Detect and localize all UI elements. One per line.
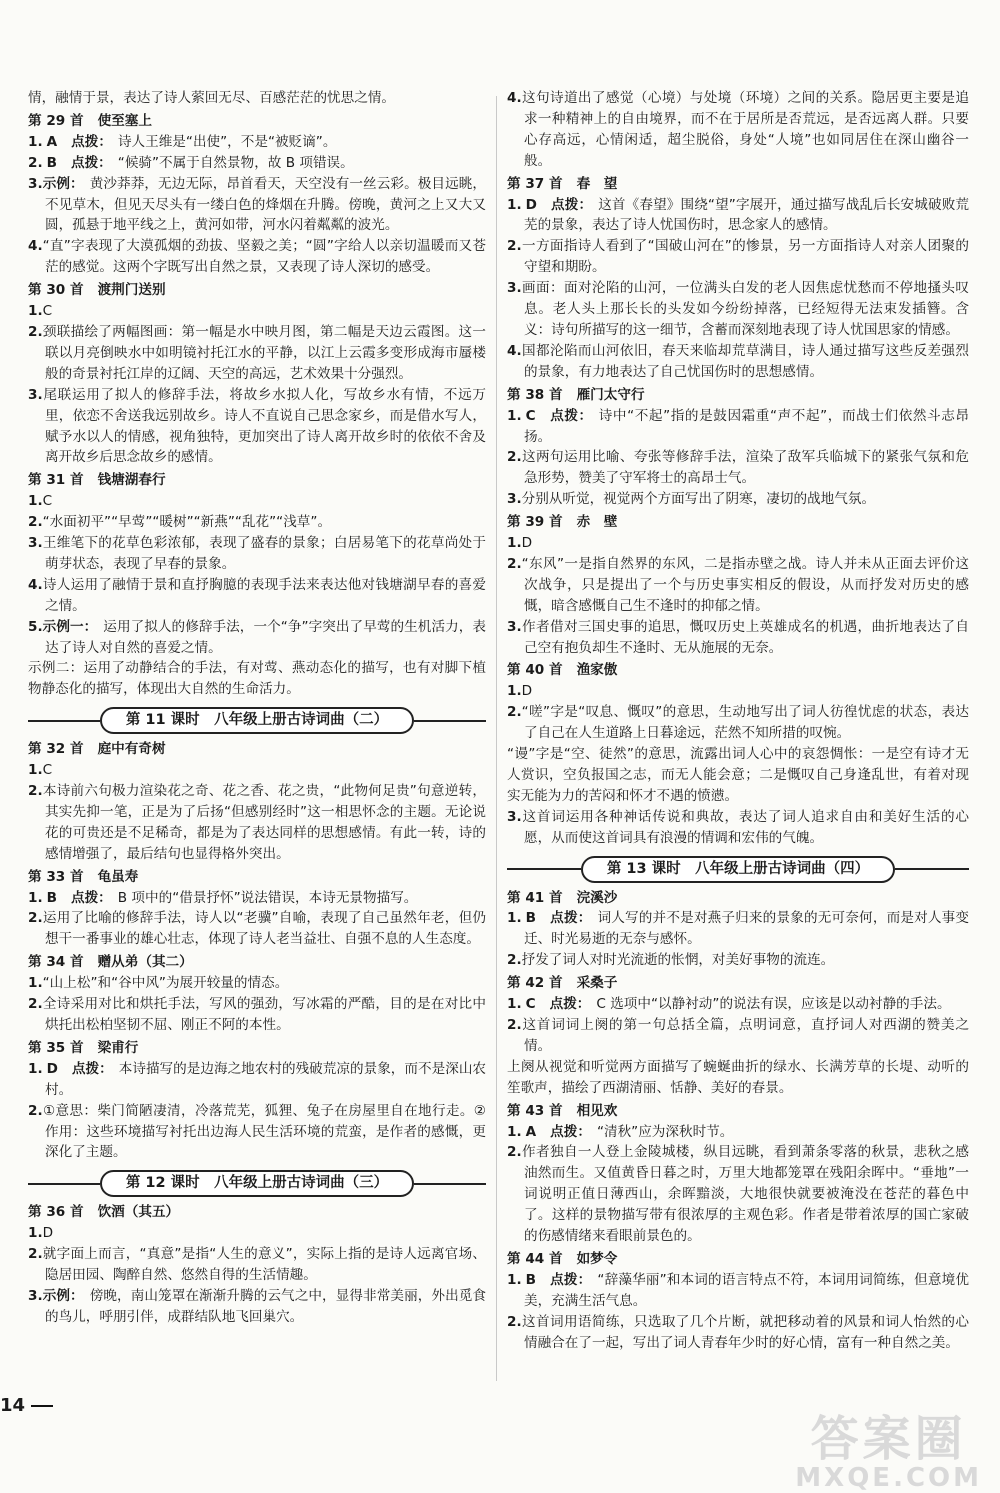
item-number: 3. [28,175,43,192]
answer-continuation [507,744,969,807]
answer-continuation [507,1057,969,1099]
poem-heading [507,1249,969,1270]
answer-text: C [42,493,53,510]
item-number: 2. [28,514,43,531]
banner-rule [28,720,100,722]
answer-text: 词人写的并不是对燕子归来的景象的无可奈何，而是对人事变迁、时光易逝的无奈与感怀。 [524,910,970,948]
poem-title: 渔家傲 [576,662,618,679]
answer-text: 国都沦陷而山河依旧，春天来临却荒草满目，诗人通过描写这些反差强烈的景象，有力地表达了自己忧国伤时的思想感情。 [521,342,969,380]
item-number: 3. [507,280,522,297]
item-number: 1. [507,683,522,700]
answer-item [507,195,969,237]
answer-item [507,447,969,489]
answer-text: ①意思：柴门简陋凄清，冷落荒芜，狐狸、兔子在房屋里自在地行走。②作用：这些环境描写衬托出边海人民生活环境的荒蛮，是作者的感慨，更深化了主题。 [42,1102,486,1161]
poem-heading [28,470,486,491]
answer-item [507,1122,969,1143]
answer-text: 一方面指诗人看到了“国破山河在”的惨景，另一方面指诗人对亲人团聚的守望和期盼。 [521,238,969,276]
answer-text: “谩”字是“空、徒然”的意思，流露出词人心中的哀怨惆怅：一是空有诗才无人赏识，空负报国之志，而无人能会意；二是慨叹自己身逢乱世，有着对现实无能为力的苦闷和怀才不遇的愤懑。 [507,746,969,804]
hint-label: 点拨： [550,1123,591,1140]
poem-number: 第 34 首 [28,954,84,971]
item-number: 3. [28,535,43,552]
answer-text: 诗中“不起”指的是鼓因霜重“声不起”，而战士们依然斗志昂扬。 [524,407,970,445]
poem-heading [28,1202,486,1223]
answer-item [507,1312,969,1354]
answer-text: 尾联运用了拟人的修辞手法，将故乡水拟人化，写故乡水有情，不远万里，依恋不舍送我远别故乡。诗人不直说自己思念家乡，而是借水写人，赋予水以人的情感，视角独特，更加突出了诗人离开故乡时的依依不舍及离开故乡后思念故乡的感情。 [42,386,486,466]
answer-text: “辞藻华丽”和本词的语言特点不符，本词用词简练，但意境优美，充满生活气息。 [524,1271,969,1309]
answer-text: 运用了拟人的修辞手法，一个“争”字突出了早莺的生机活力，表达了诗人对自然的喜爱之情。 [45,618,487,656]
answer-item [507,554,969,617]
item-number: 3. [28,1287,43,1304]
answer-text: 这首词用语简练，只选取了几个片断，就把移动着的风景和词人怡然的心情融合在了一起，写出了词人青春年少时的好心情，富有一种自然之美。 [521,1313,969,1351]
answer-choice: C [525,996,536,1013]
item-number: 1. [28,133,43,150]
answer-item [507,88,969,172]
answer-item [507,807,969,849]
item-number: 2. [28,783,43,799]
answer-item [28,533,486,575]
answer-item [507,533,969,554]
lesson-title: 第 13 课时 八年级上册古诗词曲（四） [581,856,895,883]
banner-rule [414,1183,486,1185]
item-number: 3. [507,618,522,635]
answer-text: 诗人王维是“出使”，不是“被贬谪”。 [117,133,337,150]
answer-item [507,702,969,744]
poem-heading [507,888,969,909]
answer-text: D [521,535,533,552]
hint-label: 点拨： [71,154,112,171]
poem-title: 赠从弟（其二） [97,954,193,971]
poem-number: 第 31 首 [28,472,84,489]
item-number: 1. [28,303,43,320]
poem-title: 梁甫行 [97,1039,139,1056]
item-number: 2. [28,996,43,1013]
poem-title: 春 望 [576,175,618,192]
poem-title: 钱塘湖春行 [97,472,166,489]
lesson-title: 第 12 课时 八年级上册古诗词曲（三） [100,1170,414,1197]
hint-label: 示例： [42,175,84,192]
answer-item [28,1244,486,1286]
poem-title: 相见欢 [576,1102,618,1119]
answer-item [28,174,486,237]
answer-continuation [28,88,486,109]
answer-item [507,278,969,341]
answer-text: “山上松”和“谷中风”为展开较量的情态。 [42,975,289,992]
poem-title: 渡荆门送别 [97,282,166,299]
item-number: 1. [28,1225,43,1242]
poem-heading [28,111,486,132]
item-number: 2. [507,1144,522,1161]
item-number: 1. [28,975,43,992]
answer-choice: B [525,910,536,927]
answer-choice: D [46,1060,58,1077]
answer-text: D [521,683,533,700]
answer-text: 这两句运用比喻、夸张等修辞手法，渲染了敌军兵临城下的紧张气氛和危急形势，赞美了守军将士的高昂士气。 [521,449,969,487]
poem-title: 庭中有奇树 [97,741,166,758]
item-number: 1. [28,493,43,510]
item-number: 1. [28,889,43,906]
answer-text: C 选项中“以静衬动”的说法有误，应该是以动衬静的手法。 [596,996,951,1013]
answer-item [507,406,969,448]
hint-label: 点拨： [71,133,112,150]
poem-title: 使至塞上 [97,112,152,129]
item-number: 4. [28,238,43,255]
poem-title: 赤 壁 [576,514,618,531]
watermark-text: 答案圈 [810,1411,967,1467]
poem-title: 浣溪沙 [576,889,618,906]
answer-choice: C [525,407,536,424]
poem-number: 第 30 首 [28,282,84,299]
poem-title: 雁门太守行 [576,386,645,403]
answer-text: 本诗前六句极力渲染花之奇、花之香、花之贵，“此物何足贵”句意逆转，其实先抑一笔，正是为了后扬“但感别经时”这一相思怀念的主题。无论说花的可贵还是不足稀奇，都是为了表达同样的思想感情。有此一转，诗的感情增强了，最后结句也显得格外突出。 [42,783,486,862]
item-number: 5. [28,618,43,635]
item-number: 1. [507,1123,522,1140]
item-number: 2. [507,555,522,572]
item-number: 3. [28,386,43,403]
answer-text: 上阕从视觉和听觉两方面描写了蜿蜒曲折的绿水、长满芳草的长堤、动听的笙歌声，描绘了西湖清丽、恬静、美好的春景。 [507,1058,969,1096]
answer-text: 就字面上而言，“真意”是指“人生的意义”，实际上指的是诗人远离官场、隐居田园、陶醉自然、悠然自得的生活情趣。 [42,1246,486,1283]
hint-label: 点拨： [549,996,591,1013]
answer-text: “水面初平”“早莺”“暖树”“新燕”“乱花”“浅草”。 [42,514,332,531]
answer-text: 诗人运用了融情于景和直抒胸臆的表现手法来表达他对钱塘湖早春的喜爱之情。 [42,576,486,614]
item-number: 1. [507,996,522,1013]
answer-continuation [28,658,486,700]
poem-heading [507,512,969,533]
poem-number: 第 29 首 [28,112,84,129]
answer-item [507,1015,969,1057]
answer-text: D [42,1225,54,1242]
answer-item [28,1223,486,1244]
item-number: 2. [28,323,43,340]
answer-text: 作者独自一人登上金陵城楼，纵目远眺，看到萧条零落的秋景，悲秋之感油然而生。又值黄昏日暮之时，万里大地都笼罩在残阳余晖中。“垂地”一词说明正值日薄西山，余晖黯淡，大地很快就要被淹没在苍茫的暮色中了。这样的景物描写带有很浓厚的主观色彩。作者是带着浓厚的国亡家破的伤感情绪来看眼前景色的。 [521,1144,969,1245]
banner-rule [414,720,486,722]
poem-number: 第 43 首 [507,1102,563,1119]
answer-text: 本诗描写的是边海之地农村的残破荒凉的景象，而不是深山农村。 [45,1060,487,1098]
answer-choice: B [525,1271,536,1288]
hint-label: 点拨： [71,1060,113,1077]
answer-item [507,908,969,950]
answer-text: C [42,303,53,320]
poem-heading [28,952,486,973]
watermark-logo [795,1400,982,1493]
answer-text: 这句诗道出了感觉（心境）与处境（环境）之间的关系。隐居更主要是追求一种精神上的自由境界，而不在于居所是否荒远，是否远离人群。只要心存高远，心情闲适，超尘脱俗，身处“人境”也如同居住在深山幽谷一般。 [521,90,969,169]
poem-title: 饮酒（其五） [97,1204,180,1221]
left-column [28,88,486,1328]
item-number: 3. [507,808,522,825]
answer-item [507,681,969,702]
item-number: 2. [507,449,522,466]
answer-text: “候骑”不属于自然景物，故 B 项错误。 [117,154,354,171]
poem-heading [507,385,969,406]
item-number: 2. [507,1313,522,1330]
item-number: 2. [28,910,43,927]
poem-number: 第 35 首 [28,1039,84,1056]
item-number: 1. [507,535,522,552]
hint-label: 示例： [42,1287,84,1304]
answer-choice: B [46,889,57,906]
poem-title: 龟虽寿 [97,868,139,885]
answer-text: 颈联描绘了两幅图画：第一幅是水中映月图，第二幅是天边云霞图。这一联以月亮倒映水中如明镜衬托江水的平静，以江上云霞多变形成海市蜃楼般的奇景衬托江岸的辽阔、天空的高远，艺术效果十分强烈。 [42,323,486,382]
poem-heading [28,739,486,760]
poem-heading [28,280,486,301]
answer-item [28,617,486,659]
poem-heading [28,1038,486,1059]
answer-item [507,1142,969,1247]
answer-item [28,908,486,950]
answer-item [507,950,969,971]
answer-item [28,1101,486,1164]
answer-text: 这首词运用各种神话传说和典故，表达了词人追求自由和美好生活的心愿，从而使这首词具有浪漫的情调和宏伟的气魄。 [521,808,969,846]
answer-item [507,489,969,510]
page-number: 14 [0,1395,53,1416]
answer-text: 抒发了词人对时光流逝的怅惘，对美好事物的流连。 [521,952,835,969]
answer-item [28,491,486,512]
item-number: 2. [28,1246,43,1263]
answer-text: 运用了比喻的修辞手法，诗人以“老骥”自喻，表现了自己虽然年老，但仍想干一番事业的雄心壮志，体现了诗人老当益壮、自强不息的人生态度。 [42,910,486,948]
answer-choice: D [525,196,537,213]
answer-item [28,1286,486,1328]
poem-title: 采桑子 [576,975,618,992]
poem-number: 第 39 首 [507,514,563,531]
poem-number: 第 42 首 [507,975,563,992]
right-column [507,88,969,1353]
answer-item [28,301,486,322]
poem-heading [507,973,969,994]
item-number: 1. [507,1271,522,1288]
hint-label: 示例二： [28,660,84,677]
item-number: 1. [28,1060,43,1077]
answer-text: C [42,762,53,779]
answer-item [507,341,969,383]
poem-number: 第 32 首 [28,741,84,758]
answer-item [507,994,969,1015]
answer-text: 作者借对三国史事的追思，慨叹历史上英雄成名的机遇，曲折地表达了自己空有抱负却生不逢时、无从施展的无奈。 [521,618,969,656]
poem-number: 第 36 首 [28,1204,84,1221]
poem-heading [507,1101,969,1122]
item-number: 4. [507,90,522,106]
column-divider [496,96,497,1381]
poem-number: 第 41 首 [507,889,563,906]
answer-text: 运用了动静结合的手法，有对莺、燕动态化的描写，也有对脚下植物静态化的描写，体现出大自然的生命活力。 [28,660,487,698]
poem-heading [28,867,486,888]
answer-text: “直”字表现了大漠孤烟的劲拔、坚毅之美；“圆”字给人以亲切温暖而又苍茫的感觉。这两个字既写出自然之景，又表现了诗人深切的感受。 [42,238,486,276]
answer-item [28,236,486,278]
answer-text: 分别从听觉，视觉两个方面写出了阴寒，凄切的战地气氛。 [521,491,876,508]
hint-label: 点拨： [550,910,592,927]
item-number: 1. [507,407,522,424]
answer-item [28,973,486,994]
answer-item [28,153,486,174]
answer-item [28,760,486,781]
hint-label: 示例一： [42,618,98,635]
answer-text: 傍晚，南山笼罩在渐渐升腾的云气之中，显得非常美丽，外出觅食的鸟儿，呼朋引伴，成群结队地飞回巢穴。 [45,1287,486,1325]
answer-item [507,236,969,278]
answer-item [28,385,486,469]
item-number: 4. [507,342,522,359]
answer-text: “嗟”字是“叹息、慨叹”的意思，生动地写出了词人彷徨忧虑的状态，表达了自己在人生道路上日暮途远，茫然不知所措的叹惋。 [521,704,969,742]
banner-rule [28,1183,100,1185]
answer-text: 这首词词上阕的第一句总括全篇，点明词意，直抒词人对西湖的赞美之情。 [521,1016,969,1054]
poem-number: 第 38 首 [507,386,563,403]
answer-item [28,322,486,385]
poem-number: 第 44 首 [507,1250,563,1267]
hint-label: 点拨： [550,1271,592,1288]
poem-number: 第 37 首 [507,175,563,192]
banner-rule [507,868,581,870]
banner-rule [895,868,969,870]
answer-item [28,512,486,533]
poem-heading [507,660,969,681]
item-number: 1. [28,762,43,779]
answer-text: 全诗采用对比和烘托手法，写风的强劲，写冰霜的严酷，目的是在对比中烘托出松柏坚韧不屈、刚正不阿的本性。 [42,996,486,1033]
answer-text: B 项中的“借景抒怀”说法错误，本诗无景物描写。 [117,889,418,906]
hint-label: 点拨： [550,196,593,213]
poem-number: 第 33 首 [28,868,84,885]
answer-text: “清秋”应为深秋时节。 [596,1123,734,1140]
watermark-url: MXQE.COM [795,1463,982,1493]
answer-item [28,781,486,865]
answer-text: 画面：面对沦陷的山河，一位满头白发的老人因焦虑忧愁而不停地搔头叹息。老人头上那长长的头发如今纷纷掉落，已经短得无法束发插簪。含义：诗句所描写的这一细节，含蓄而深刻地表现了诗人忧国思家的情感。 [521,280,969,338]
item-number: 1. [507,910,522,927]
item-number: 1. [507,196,522,213]
answer-choice: A [46,133,58,150]
answer-item [507,1270,969,1312]
lesson-banner [28,1170,486,1197]
lesson-banner [28,707,486,734]
answer-text: 王维笔下的花草色彩浓郁，表现了盛春的景象；白居易笔下的花草尚处于萌芽状态，表现了早春的景象。 [42,535,486,572]
answer-text: “东风”一是指自然界的东风，二是指赤壁之战。诗人并未从正面去评价这次战争，只是提出了一个与历史事实相反的假设，从而抒发对历史的感慨，暗含感慨自己生不逢时的抑郁之情。 [521,555,969,614]
poem-number: 第 40 首 [507,662,563,679]
item-number: 2. [507,704,522,721]
lesson-title: 第 11 课时 八年级上册古诗词曲（二） [100,707,414,734]
item-number: 2. [28,1102,43,1119]
answer-item [28,575,486,617]
poem-heading [507,174,969,195]
item-number: 2. [28,154,43,171]
item-number: 2. [507,1016,522,1033]
answer-item [28,132,486,153]
hint-label: 点拨： [71,889,112,906]
answer-item [507,617,969,659]
answer-item [28,994,486,1036]
poem-title: 如梦令 [576,1250,618,1267]
item-number: 2. [507,952,522,969]
answer-text: 黄沙莽莽，无边无际，昂首看天，天空没有一丝云彩。极目远眺，不见草木，但见天尽头有一缕白色的烽烟在升腾。傍晚，黄河之上又大又圆，孤悬于地平线之上，黄河如带，河水闪着粼粼的波光。 [45,175,486,234]
answer-choice: A [525,1123,537,1140]
answer-choice: B [46,154,57,171]
answer-text: 这首《春望》围绕“望”字展开，通过描写战乱后长安城破败荒芜的景象，表达了诗人忧国伤时，思念家人的感情。 [524,196,970,234]
item-number: 2. [507,238,522,255]
lesson-banner [507,856,969,883]
hint-label: 点拨： [549,407,593,424]
answer-text: 情，融情于景，表达了诗人萦回无尽、百感茫茫的忧思之情。 [28,90,396,106]
answer-item [28,888,486,909]
item-number: 4. [28,576,43,593]
item-number: 3. [507,491,522,508]
answer-item [28,1059,486,1101]
